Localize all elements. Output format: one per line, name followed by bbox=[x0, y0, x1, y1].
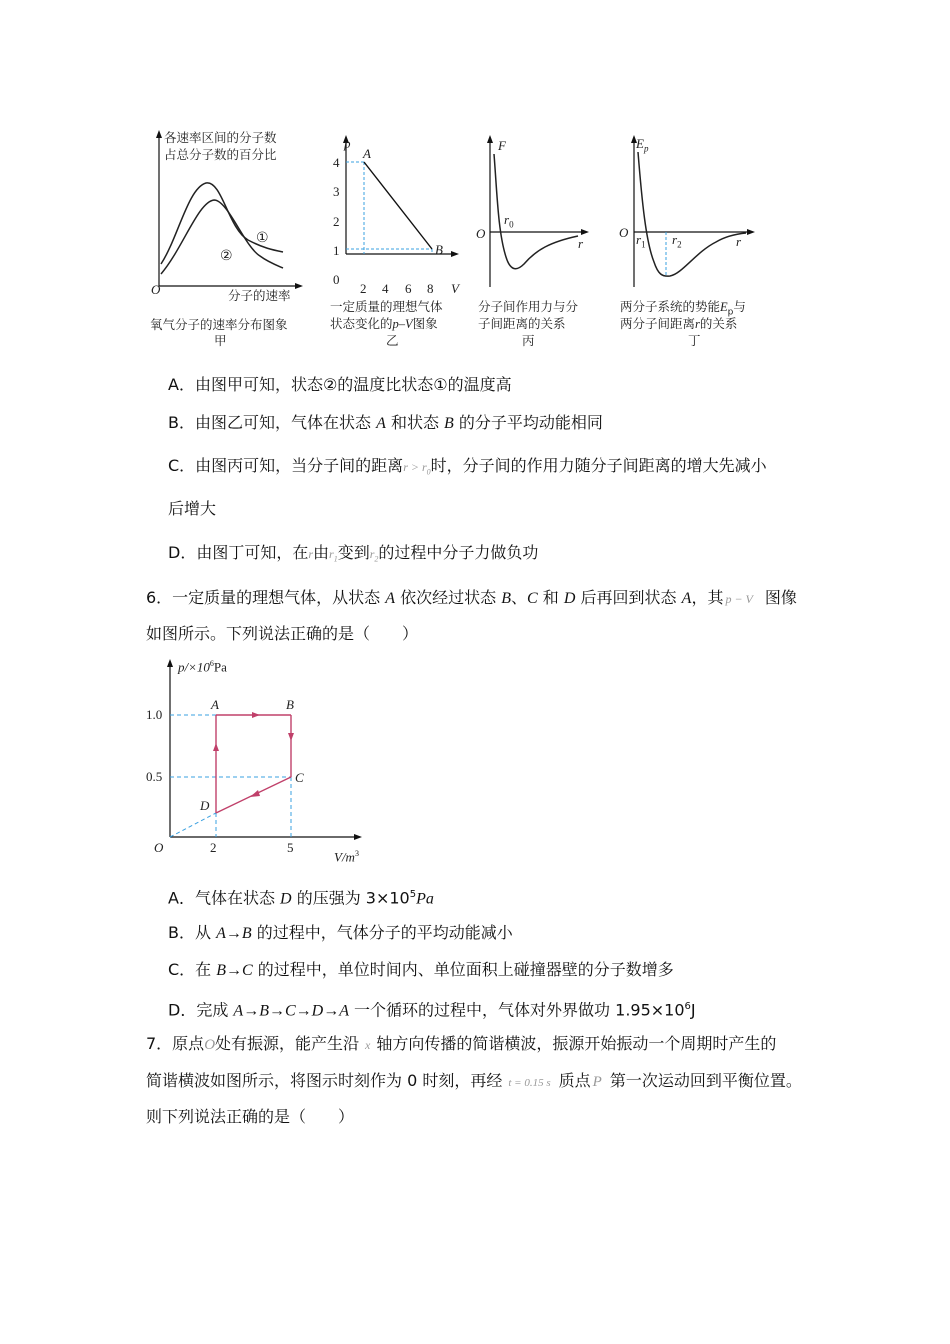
q7-l1-post: 轴方向传播的简谐横波，振源开始振动一个周期时产生的 bbox=[376, 1034, 777, 1053]
ding-caption-1-pre: 两分子系统的势能 bbox=[620, 299, 721, 314]
q6-pv-glyph: p − V bbox=[725, 592, 753, 606]
q6-point-b: B bbox=[286, 697, 294, 712]
q6-x-arrow bbox=[354, 834, 362, 840]
q5-c-pre: C．由图丙可知，当分子间的距离 bbox=[168, 456, 404, 475]
q6-b-pre: B．从 bbox=[168, 923, 217, 942]
q6-d-unit: J bbox=[690, 1000, 696, 1020]
q6-l1-mid3: ，其 bbox=[691, 588, 724, 607]
q7-line-3: 则下列说法正确的是（ ） bbox=[146, 1107, 355, 1126]
q6-c-path: B→C bbox=[216, 962, 253, 979]
q6-cycle bbox=[213, 712, 294, 813]
q7-x-glyph: x bbox=[365, 1038, 371, 1052]
ding-caption-2-pre: 两分子间距离 bbox=[620, 316, 696, 331]
yi-caption-2-post: 图象 bbox=[412, 316, 438, 331]
x-arrow bbox=[747, 229, 755, 235]
q5-b-state-a: A bbox=[376, 415, 386, 432]
yi-x-tick-6: 6 bbox=[405, 281, 412, 296]
yi-point-a: A bbox=[363, 146, 371, 161]
q5-c-glyph-text: r > r bbox=[403, 460, 427, 474]
q6-l1-b: B bbox=[501, 590, 512, 607]
q5-option-b bbox=[168, 412, 603, 435]
ding-r2-sub: 2 bbox=[677, 239, 682, 250]
q6-l1-pre: 6．一定质量的理想气体，从状态 bbox=[146, 588, 386, 607]
q6-y-tick-1: 1.0 bbox=[146, 707, 163, 722]
ding-caption-1-sub: p bbox=[727, 307, 734, 318]
arrow-c-d bbox=[250, 790, 260, 797]
ding-caption-1-post: 与 bbox=[733, 299, 746, 314]
yi-y-axis: p bbox=[344, 136, 351, 151]
yi-x-axis: V bbox=[451, 281, 459, 296]
yi-x-tick-2: 2 bbox=[360, 281, 367, 296]
q6-a-mid: 的压强为 3×10 bbox=[291, 888, 410, 908]
q7-o-glyph: O bbox=[204, 1037, 216, 1053]
q6-line-1 bbox=[146, 587, 797, 610]
q5-d-glyph-r2-text: r bbox=[369, 547, 375, 561]
yi-x-tick-4: 4 bbox=[382, 281, 389, 296]
q7-line-2 bbox=[146, 1070, 802, 1094]
ding-y-axis-e: E bbox=[636, 136, 644, 151]
q5-d-post: 的过程中分子力做负功 bbox=[378, 543, 539, 562]
yi-y-tick-4: 4 bbox=[333, 155, 340, 170]
q5-d-mid1: 由 bbox=[313, 543, 330, 562]
q5-b-pre: B．由图乙可知，气体在状态 bbox=[168, 413, 377, 432]
ding-y-axis-sub: p bbox=[643, 143, 649, 154]
q6-guides bbox=[170, 715, 291, 837]
q6-c-pre: C．在 bbox=[168, 960, 217, 979]
q6-option-c bbox=[168, 959, 674, 982]
q7-l2-post: 第一次运动回到平衡位置。 bbox=[609, 1071, 802, 1090]
q6-a-pre: A．气体在状态 bbox=[168, 888, 281, 908]
ding-caption-1-math: E bbox=[720, 300, 728, 314]
q6-l1-c: C bbox=[527, 590, 538, 607]
q6-d-mid: 一个循环的过程中，气体对外界做功 1.95×10 bbox=[348, 1000, 685, 1020]
ding-y-axis bbox=[636, 136, 648, 157]
q6-point-d: D bbox=[200, 798, 210, 813]
yi-x-tick-8: 8 bbox=[427, 281, 434, 296]
arrow-d-a bbox=[213, 743, 219, 751]
jia-curve-2-label: ② bbox=[220, 248, 233, 264]
q6-l1-a2: A bbox=[681, 590, 692, 607]
q6-option-b bbox=[168, 922, 513, 945]
q7-p-glyph: P bbox=[592, 1074, 602, 1090]
q6-d-path: A→B→C→D→A bbox=[233, 1002, 349, 1020]
y-arrow bbox=[156, 130, 162, 138]
ding-r1-sub: 1 bbox=[641, 239, 646, 250]
q6-option-a bbox=[168, 884, 434, 910]
q5-d-glyph-r1 bbox=[329, 547, 338, 564]
q6-line-2: 如图所示。下列说法正确的是（ ） bbox=[146, 624, 419, 643]
bing-x-axis: r bbox=[578, 236, 584, 251]
jia-origin: O bbox=[151, 282, 161, 297]
q6-x-label bbox=[334, 846, 359, 865]
q6-point-c: C bbox=[295, 770, 304, 785]
q6-b-post: 的过程中，气体分子的平均动能减小 bbox=[251, 923, 513, 942]
arrow-a-b bbox=[252, 712, 260, 718]
potential-curve bbox=[638, 152, 746, 276]
q5-d-pre: D．由图丁可知，在 bbox=[168, 543, 309, 562]
bing-caption-2: 子间距离的关系 bbox=[478, 316, 566, 331]
ding-caption-2 bbox=[620, 316, 737, 332]
q6-l1-a: A bbox=[385, 590, 396, 607]
q6-x-tick-2: 2 bbox=[210, 840, 217, 855]
q7-l1-pre: 7．原点 bbox=[146, 1034, 205, 1053]
q5-option-c bbox=[168, 455, 767, 483]
q7-l1-mid: 处有振源，能产生沿 bbox=[215, 1034, 360, 1053]
q6-d-sup: 6 bbox=[684, 1001, 691, 1012]
q6-b-path: A→B bbox=[216, 925, 252, 942]
q6-c-post: 的过程中，单位时间内、单位面积上碰撞器壁的分子数增多 bbox=[252, 960, 674, 979]
q6-l1-d: D bbox=[563, 590, 576, 607]
ding-caption-3: 丁 bbox=[688, 333, 701, 348]
yi-y-tick-3: 3 bbox=[333, 184, 340, 199]
q6-l1-and: 和 bbox=[537, 588, 564, 607]
jia-caption-1: 氧气分子的速率分布图象 bbox=[150, 317, 288, 332]
q5-d-glyph-r: r bbox=[308, 547, 313, 561]
bing-r0 bbox=[504, 212, 514, 233]
q5-c-post: 时，分子间的作用力随分子间距离的增大先减小 bbox=[430, 456, 767, 475]
q7-t-glyph: t = 0.15 s bbox=[508, 1077, 551, 1089]
q6-d-pre: D．完成 bbox=[168, 1000, 234, 1020]
q6-option-d bbox=[168, 996, 696, 1022]
bing-caption-3: 丙 bbox=[522, 333, 535, 348]
q5-b-state-b: B bbox=[444, 415, 454, 432]
yi-y-tick-1: 1 bbox=[333, 243, 340, 258]
ding-r2 bbox=[672, 232, 682, 253]
ding-x-axis: r bbox=[736, 234, 742, 249]
q6-a-unit: Pa bbox=[416, 890, 434, 908]
yi-caption-3: 乙 bbox=[386, 333, 399, 348]
ding-r1 bbox=[636, 232, 646, 253]
q7-l2-pre: 简谐横波如图所示，将图示时刻作为 0 时刻，再经 bbox=[146, 1071, 503, 1090]
q6-l1-sep: 、 bbox=[511, 588, 528, 607]
ding-origin: O bbox=[619, 225, 629, 240]
x-arrow bbox=[581, 229, 589, 235]
q6-x-tick-5: 5 bbox=[287, 840, 294, 855]
q6-y-label-sup: 6 bbox=[209, 659, 214, 668]
yi-caption-2-pre: 状态变化的 bbox=[330, 316, 393, 331]
jia-caption-2: 甲 bbox=[214, 333, 227, 348]
q5-option-a: A．由图甲可知，状态②的温度比状态①的温度高 bbox=[168, 375, 512, 394]
q5-d-mid2: 变到 bbox=[337, 543, 370, 562]
q6-pv-graph bbox=[148, 655, 373, 865]
yi-point-b: B bbox=[435, 242, 443, 257]
jia-x-label: 分子的速率 bbox=[228, 288, 291, 303]
q5-b-mid: 和状态 bbox=[385, 413, 445, 432]
process-line bbox=[364, 162, 432, 249]
ding-r2-r: r bbox=[672, 232, 678, 247]
q6-x-label-text: V/m bbox=[334, 849, 355, 865]
bing-caption-1: 分子间作用力与分 bbox=[478, 299, 579, 314]
ding-r1-r: r bbox=[636, 232, 642, 247]
q6-y-label-unit: Pa bbox=[213, 659, 227, 675]
q5-d-glyph-r1-text: r bbox=[329, 547, 334, 561]
yi-caption-1: 一定质量的理想气体 bbox=[330, 299, 443, 314]
y-arrow bbox=[487, 135, 493, 143]
q6-origin: O bbox=[154, 840, 164, 855]
q6-point-a: A bbox=[211, 697, 219, 712]
bing-r0-r: r bbox=[504, 212, 510, 227]
q5-d-glyph-r2-sub: 2 bbox=[374, 554, 379, 564]
yi-caption-2 bbox=[330, 316, 438, 332]
ding-caption-2-math: r bbox=[695, 317, 700, 331]
guide-origin-d bbox=[170, 813, 216, 837]
q7-l2-mid: 质点 bbox=[558, 1071, 591, 1090]
q5-option-c-cont: 后增大 bbox=[168, 499, 217, 518]
jia-y-title-2: 占总分子数的百分比 bbox=[164, 147, 277, 162]
x-arrow bbox=[451, 251, 459, 257]
bing-origin: O bbox=[476, 226, 486, 241]
q6-l1-post: 图像 bbox=[764, 588, 797, 607]
bing-y-axis: F bbox=[498, 138, 506, 153]
x-arrow bbox=[295, 283, 303, 289]
q7-line-1 bbox=[146, 1033, 776, 1056]
yi-x-tick-0: 0 bbox=[333, 272, 340, 287]
figure-yi-graph bbox=[330, 132, 470, 272]
ding-caption-2-post: 的关系 bbox=[699, 316, 738, 331]
q6-a-d: D bbox=[280, 890, 292, 908]
arrow-b-c bbox=[288, 733, 294, 741]
jia-y-title-1: 各速率区间的分子数 bbox=[164, 130, 277, 145]
figure-bing-graph bbox=[480, 132, 600, 287]
yi-caption-2-math: p–V bbox=[392, 317, 413, 331]
q6-l1-mid1: 依次经过状态 bbox=[395, 588, 502, 607]
q5-d-glyph-r1-sub: 1 bbox=[333, 554, 338, 564]
q6-y-tick-05: 0.5 bbox=[146, 769, 163, 784]
q5-c-glyph bbox=[403, 460, 431, 477]
q6-x-label-sup: 3 bbox=[354, 849, 359, 858]
bing-r0-sub: 0 bbox=[509, 219, 514, 230]
q5-b-post: 的分子平均动能相同 bbox=[453, 413, 603, 432]
q5-c-glyph-sub: 0 bbox=[426, 467, 431, 477]
yi-y-tick-2: 2 bbox=[333, 214, 340, 229]
q6-a-sup: 5 bbox=[409, 889, 417, 900]
q5-option-d bbox=[168, 542, 538, 570]
jia-curve-1-label: ① bbox=[256, 230, 269, 246]
q6-y-arrow bbox=[167, 659, 173, 667]
q6-y-label bbox=[178, 656, 227, 675]
q6-l1-mid2: 后再回到状态 bbox=[575, 588, 682, 607]
q6-y-label-text: p/×10 bbox=[178, 659, 210, 675]
